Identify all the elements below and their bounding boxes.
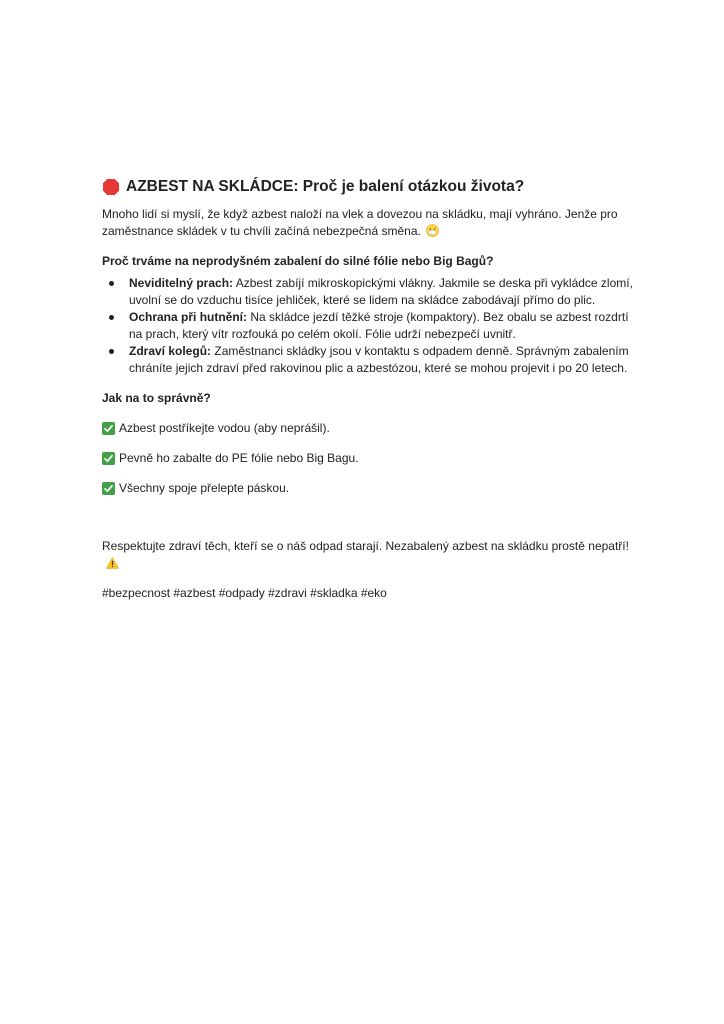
outro-text: Respektujte zdraví těch, kteří se o náš odpad starají. Nezabalený azbest na skládku prostě nepatří!	[102, 539, 629, 553]
howto-step-text: Azbest postříkejte vodou (aby neprášil).	[119, 421, 330, 435]
intro-paragraph	[102, 206, 642, 240]
warning-icon	[106, 557, 119, 569]
spacer	[102, 510, 642, 538]
hashtags: #bezpecnost #azbest #odpady #zdravi #skladka #eko	[102, 586, 387, 600]
bullet-dot	[109, 281, 114, 286]
list-item	[102, 309, 642, 343]
list-item-label: Ochrana při hutnění:	[129, 310, 248, 324]
list-item	[102, 275, 642, 309]
list-item-label: Neviditelný prach:	[129, 276, 234, 290]
stop-sign-icon	[102, 178, 120, 196]
post-title	[102, 176, 642, 198]
post-title-text: AZBEST NA SKLÁDCE: Proč je balení otázkou života?	[126, 178, 525, 195]
howto-heading: Jak na to správně?	[102, 391, 211, 405]
face-with-mask-icon	[426, 224, 439, 237]
bullet-dot	[109, 349, 114, 354]
list-item-text: Zaměstnanci skládky jsou v kontaktu s odpadem denně. Správným zabalením chráníte jejich zdraví před rakovinou plic a azbestózou, které se mohou projevit i po 20 letech.	[129, 344, 629, 375]
howto-step-text: Všechny spoje přelepte páskou.	[119, 481, 290, 495]
check-mark-button-icon	[102, 452, 115, 465]
list-item-label: Zdraví kolegů:	[129, 344, 212, 358]
check-mark-button-icon	[102, 482, 115, 495]
check-mark-button-icon	[102, 422, 115, 435]
why-heading: Proč trváme na neprodyšném zabalení do silné fólie nebo Big Bagů?	[102, 254, 494, 268]
howto-step-text: Pevně ho zabalte do PE fólie nebo Big Bagu.	[119, 451, 359, 465]
outro-paragraph	[102, 538, 642, 572]
post-content	[102, 176, 642, 602]
bullet-dot	[109, 315, 114, 320]
howto-step	[102, 450, 642, 467]
list-item-text: Na skládce jezdí těžké stroje (kompaktory). Bez obalu se azbest rozdrtí na prach, který vítr rozfouká po celém okolí. Fólie udrží nebezpečí uvnitř.	[129, 310, 629, 341]
list-item	[102, 343, 642, 377]
howto-step	[102, 420, 642, 437]
why-list	[102, 275, 642, 377]
howto-step	[102, 480, 642, 497]
list-item-text: Azbest zabíjí mikroskopickými vlákny. Jakmile se deska při vykládce zlomí, uvolní se do vzduchu tisíce jehliček, které se lidem na skládce zabodávají přímo do plic.	[129, 276, 633, 307]
intro-text: Mnoho lidí si myslí, že když azbest naloží na vlek a dovezou na skládku, mají vyhráno. Jenže pro zaměstnance skládek v tu chvíli začíná nebezpečná směna.	[102, 207, 618, 238]
